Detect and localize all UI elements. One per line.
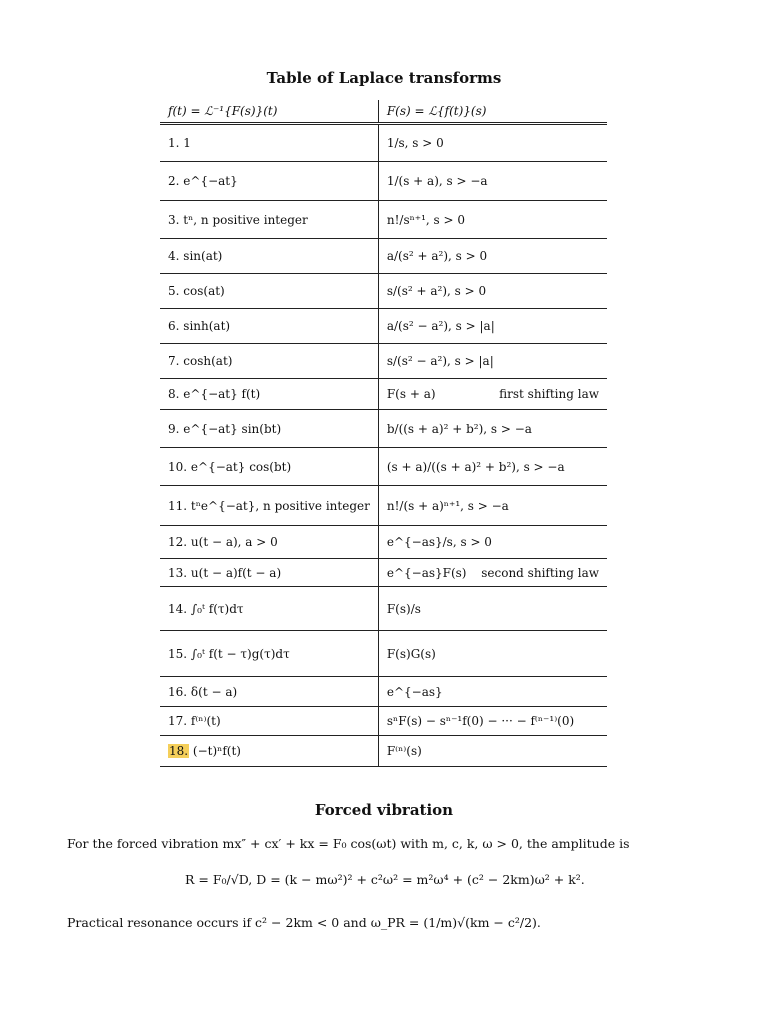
row-number: 9. — [168, 421, 180, 436]
function-expression: f⁽ⁿ⁾(t) — [190, 714, 221, 728]
amplitude-formula: R = F₀/√D, D = (k − mω²)² + c²ω² = m²ω⁴ + (c² − 2km)ω² + k². — [185, 872, 585, 887]
table-row — [160, 344, 607, 379]
transform-expression: s/(s² + a²), s > 0 — [386, 284, 487, 298]
table-row — [160, 274, 607, 309]
laplace-table — [160, 100, 607, 767]
transform-cell — [378, 631, 607, 677]
row-number: 7. — [168, 354, 180, 368]
transform-expression: F(s + a) — [386, 387, 436, 401]
table-body — [160, 124, 607, 767]
row-number: 4. — [168, 249, 180, 263]
table-row — [160, 677, 607, 707]
function-expression: e^{−at} cos(bt) — [190, 459, 292, 474]
row-number: 14. — [168, 601, 188, 616]
transform-expression: n!/sⁿ⁺¹, s > 0 — [386, 212, 466, 227]
row-number: 12. — [168, 535, 188, 549]
function-expression: tⁿe^{−at}, n positive integer — [190, 498, 370, 513]
table-row — [160, 448, 607, 486]
function-expression: ∫₀ᵗ f(τ)dτ — [190, 601, 244, 616]
time-domain-cell — [160, 162, 378, 201]
transform-cell — [378, 162, 607, 201]
row-number: 10. — [168, 459, 188, 474]
shifting-law-note: second shifting law — [481, 565, 599, 580]
transform-cell — [378, 486, 607, 526]
paragraph-resonance: Practical resonance occurs if c² − 2km < 0 and ω_PR = (1/m)√(km − c²/2). — [67, 915, 541, 930]
row-number: 8. — [168, 387, 180, 401]
transform-expression: F⁽ⁿ⁾(s) — [386, 744, 422, 758]
function-expression: (−t)ⁿf(t) — [192, 744, 241, 758]
transform-expression: e^{−as}/s, s > 0 — [386, 535, 492, 549]
transform-cell — [378, 707, 607, 736]
transform-cell — [378, 379, 607, 410]
transform-cell — [378, 677, 607, 707]
function-expression: u(t − a), a > 0 — [190, 535, 278, 549]
function-expression: tⁿ, n positive integer — [183, 212, 308, 227]
paragraph-intro: For the forced vibration mx″ + cx′ + kx = F₀ cos(ωt) with m, c, k, ω > 0, the amplitude is — [67, 836, 630, 851]
time-domain-cell — [160, 274, 378, 309]
transform-cell — [378, 587, 607, 631]
transform-expression: F(s)G(s) — [386, 646, 436, 661]
row-number: 18. — [169, 744, 189, 758]
function-expression: e^{−at} sin(bt) — [183, 421, 282, 436]
table-row — [160, 631, 607, 677]
time-domain-cell — [160, 448, 378, 486]
header-transform: F(s) = ℒ{f(t)}(s) — [386, 104, 487, 118]
transform-expression: F(s)/s — [386, 601, 421, 616]
table-row — [160, 587, 607, 631]
transform-cell — [378, 309, 607, 344]
table-row — [160, 486, 607, 526]
transform-expression: 1/s, s > 0 — [386, 136, 444, 150]
row-number: 3. — [168, 212, 180, 227]
transform-expression: a/(s² − a²), s > |a| — [386, 319, 495, 333]
header-inverse-transform: f(t) = ℒ⁻¹{F(s)}(t) — [160, 100, 378, 124]
time-domain-cell — [160, 736, 378, 767]
table-row — [160, 309, 607, 344]
transform-cell — [378, 526, 607, 559]
time-domain-cell — [160, 309, 378, 344]
transform-expression: a/(s² + a²), s > 0 — [386, 249, 488, 263]
transform-cell — [378, 448, 607, 486]
time-domain-cell — [160, 559, 378, 587]
transform-expression: (s + a)/((s + a)² + b²), s > −a — [386, 459, 565, 474]
transform-cell — [378, 559, 607, 587]
function-expression: e^{−at} — [183, 174, 238, 188]
function-expression: ∫₀ᵗ f(t − τ)g(τ)dτ — [190, 646, 290, 661]
row-number: 2. — [168, 174, 180, 188]
transform-cell — [378, 344, 607, 379]
transform-cell — [378, 124, 607, 162]
time-domain-cell — [160, 677, 378, 707]
row-number: 16. — [168, 684, 188, 699]
table-row — [160, 559, 607, 587]
row-number: 6. — [168, 319, 180, 333]
time-domain-cell — [160, 526, 378, 559]
table-row — [160, 239, 607, 274]
table-row — [160, 526, 607, 559]
transform-cell — [378, 410, 607, 448]
transform-cell — [378, 201, 607, 239]
transform-cell — [378, 274, 607, 309]
function-expression: sinh(at) — [183, 319, 231, 333]
table-row — [160, 379, 607, 410]
time-domain-cell — [160, 124, 378, 162]
time-domain-cell — [160, 344, 378, 379]
table-header-row — [160, 100, 607, 124]
shifting-law-note: first shifting law — [499, 387, 599, 401]
time-domain-cell — [160, 707, 378, 736]
table-row — [160, 162, 607, 201]
table-row — [160, 736, 607, 767]
section-title: Forced vibration — [314, 801, 454, 819]
transform-cell — [378, 736, 607, 767]
transform-expression: sⁿF(s) − sⁿ⁻¹f(0) − ··· − f⁽ⁿ⁻¹⁾(0) — [386, 714, 575, 728]
function-expression: e^{−at} f(t) — [183, 387, 261, 401]
page-title: Table of Laplace transforms — [266, 69, 502, 87]
transform-expression: n!/(s + a)ⁿ⁺¹, s > −a — [386, 498, 509, 513]
transform-expression: e^{−as} — [386, 684, 443, 699]
function-expression: cos(at) — [183, 284, 225, 298]
row-number: 11. — [168, 498, 188, 513]
row-number: 17. — [168, 714, 188, 728]
row-number: 15. — [168, 646, 188, 661]
table-row — [160, 707, 607, 736]
time-domain-cell — [160, 631, 378, 677]
function-expression: u(t − a)f(t − a) — [190, 565, 282, 580]
time-domain-cell — [160, 239, 378, 274]
time-domain-cell — [160, 379, 378, 410]
function-expression: 1 — [183, 136, 191, 150]
table-row — [160, 124, 607, 162]
table-row — [160, 201, 607, 239]
time-domain-cell — [160, 410, 378, 448]
transform-cell — [378, 239, 607, 274]
transform-expression: s/(s² − a²), s > |a| — [386, 354, 494, 368]
time-domain-cell — [160, 587, 378, 631]
function-expression: sin(at) — [183, 249, 223, 263]
row-number: 13. — [168, 565, 188, 580]
transform-expression: 1/(s + a), s > −a — [386, 174, 488, 188]
row-number: 1. — [168, 136, 180, 150]
function-expression: δ(t − a) — [190, 684, 238, 699]
transform-expression: b/((s + a)² + b²), s > −a — [386, 421, 532, 436]
table-row — [160, 410, 607, 448]
row-number: 5. — [168, 284, 180, 298]
time-domain-cell — [160, 486, 378, 526]
time-domain-cell — [160, 201, 378, 239]
function-expression: cosh(at) — [183, 354, 233, 368]
transform-expression: e^{−as}F(s) — [386, 565, 467, 580]
